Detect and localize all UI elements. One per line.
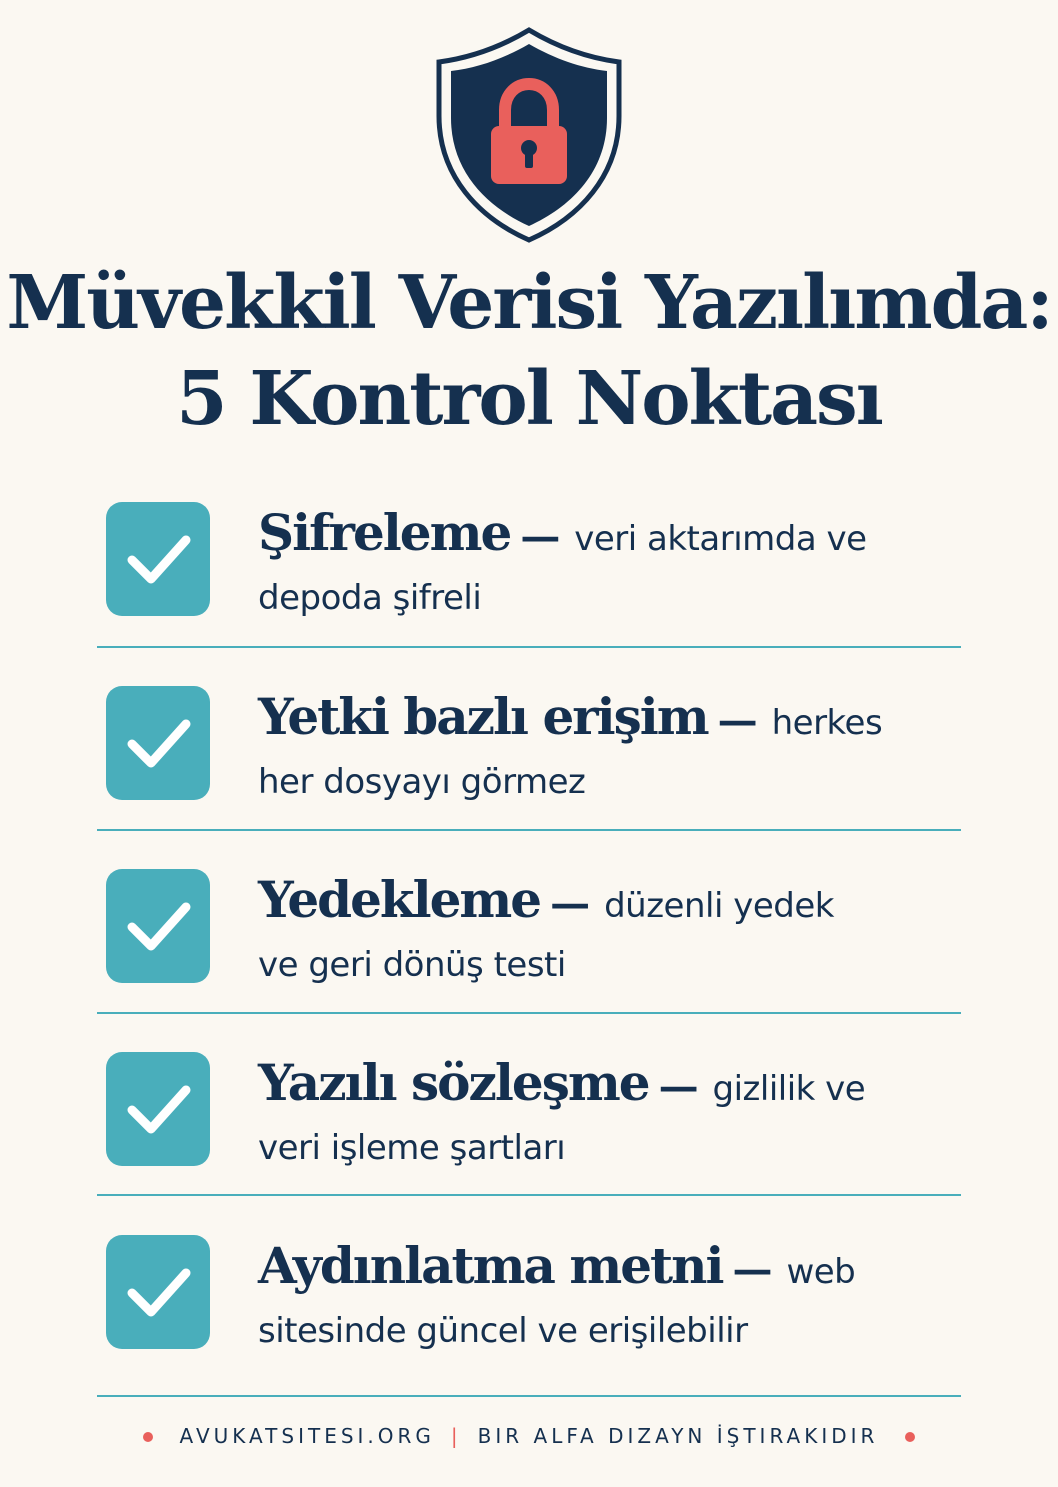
item-heading: Şifreleme [258, 503, 511, 562]
item-heading: Aydınlatma metni [258, 1236, 723, 1295]
checkmark-icon [106, 1235, 210, 1349]
footer-affiliation: BIR ALFA DIZAYN İŞTIRAKIDIR [477, 1424, 879, 1448]
em-dash: — [520, 513, 575, 560]
item-text [258, 1054, 898, 1177]
item-description: her dosyayı görmez [258, 762, 586, 802]
divider [97, 646, 961, 648]
footer [0, 1424, 1058, 1454]
item-heading: Yazılı sözleşme [258, 1053, 649, 1112]
item-description: herkes [771, 703, 883, 743]
item-description: web [786, 1252, 856, 1292]
item-text [258, 504, 898, 627]
item-description: ve geri dönüş testi [258, 945, 566, 985]
item-text [258, 1237, 898, 1360]
checkmark-icon [106, 869, 210, 983]
item-description: veri aktarımda ve [574, 519, 867, 559]
shield-lock-icon [429, 26, 629, 246]
divider [97, 829, 961, 831]
item-description: depoda şifreli [258, 578, 482, 618]
title-line-1: Müvekkil Verisi Yazılımda: [6, 260, 1052, 346]
checkmark-icon [106, 502, 210, 616]
checkmark-icon [106, 686, 210, 800]
footer-separator: | [450, 1424, 462, 1448]
item-description: düzenli yedek [604, 886, 834, 926]
em-dash: — [550, 880, 605, 927]
list-item [0, 1223, 1058, 1407]
checkmark-icon [106, 1052, 210, 1166]
list-item [0, 1040, 1058, 1224]
footer-site-link[interactable]: AVUKATSITESI.ORG [179, 1424, 435, 1448]
footer-text [0, 1424, 1058, 1448]
item-heading: Yedekleme [258, 870, 541, 929]
page-title [0, 255, 1058, 447]
em-dash: — [658, 1063, 713, 1110]
bullet-dot-icon [905, 1432, 915, 1442]
item-description: gizlilik ve [712, 1069, 866, 1109]
em-dash: — [717, 697, 772, 744]
item-text [258, 871, 898, 994]
item-description: veri işleme şartları [258, 1128, 566, 1168]
item-heading: Yetki bazlı erişim [258, 687, 708, 746]
title-line-2: 5 Kontrol Noktası [176, 356, 882, 442]
divider [97, 1395, 961, 1397]
item-description: sitesinde güncel ve erişilebilir [258, 1311, 748, 1351]
divider [97, 1194, 961, 1196]
divider [97, 1012, 961, 1014]
item-text [258, 688, 898, 811]
em-dash: — [732, 1246, 787, 1293]
